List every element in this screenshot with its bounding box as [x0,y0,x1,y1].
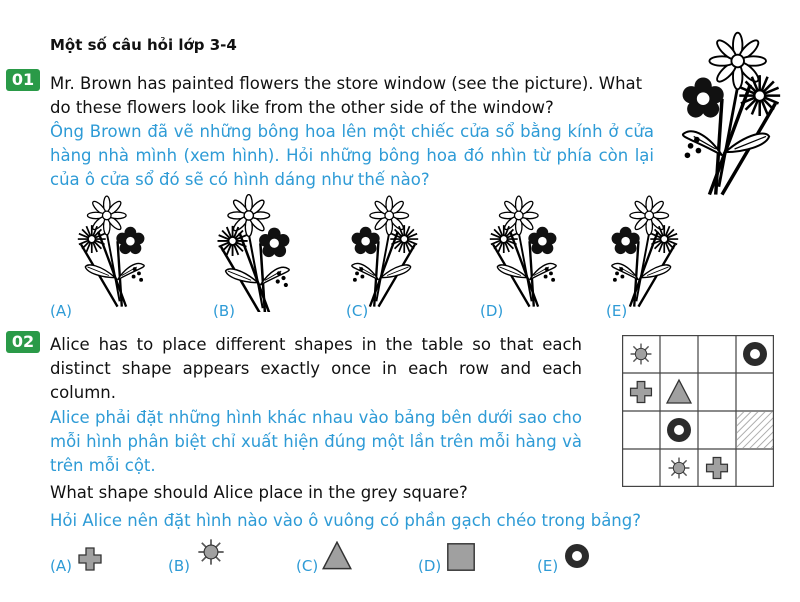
q2-question-vi: Hỏi Alice nên đặt hình nào vào ô vuông có phần gạch chéo trong bảng? [50,511,641,530]
option-d-flower [484,194,560,312]
q2-option-c[interactable]: (C) [296,557,319,575]
q1-text-en: Mr. Brown has painted flowers the store window (see the picture). What do these flowers look like from the other side of the window? [50,74,643,117]
option-e-flower [608,194,684,312]
q2-text-vi: Alice phải đặt những hình khác nhau vào bảng bên dưới sao cho mỗi hình phân biệt chỉ xuất hiện đúng một lần trên mỗi hàng và trên mỗi cột. [50,408,582,475]
reference-flower-picture [678,28,788,204]
q1-option-b[interactable]: (B) [213,302,235,320]
question-2-badge: 02 [6,331,40,353]
ring-shape-icon [562,541,592,571]
grid-ring [667,418,691,442]
shape-grid [622,335,774,487]
q2-option-e[interactable]: (E) [537,557,559,575]
q2-question-en: What shape should Alice place in the grey square? [50,483,468,502]
question-1-badge: 01 [6,69,40,91]
grid-sun [669,458,690,479]
q1-text-vi: Ông Brown đã vẽ những bông hoa lên một chiếc cửa sổ bằng kính ở cửa hàng nhà mình (xem hình). Hỏi những bông hoa đó nhìn từ phía còn lại của ô cửa sổ đó sẽ có hình dáng như thế nào? [50,122,654,189]
page-title: Một số câu hỏi lớp 3-4 [50,36,237,54]
q2-option-d[interactable]: (D) [418,557,442,575]
q2-text-en: Alice has to place different shapes in the table so that each distinct shape appears exactly once in each row and each column. [50,335,582,402]
grid-ring [743,342,767,366]
q1-option-e[interactable]: (E) [606,302,628,320]
q1-option-a[interactable]: (A) [50,302,72,320]
grid-sun [631,344,652,365]
option-c-flower [348,194,424,312]
cross-shape-icon [76,545,104,573]
grey-hatched-square [737,412,773,448]
q1-option-c[interactable]: (C) [346,302,369,320]
sun-shape-icon [196,537,226,567]
q1-option-d[interactable]: (D) [480,302,504,320]
triangle-shape-icon [322,541,352,571]
q2-option-b[interactable]: (B) [168,557,190,575]
q2-option-a[interactable]: (A) [50,557,72,575]
option-a-flower [72,194,148,312]
square-shape-icon [446,542,476,572]
option-b-flower [214,194,290,312]
